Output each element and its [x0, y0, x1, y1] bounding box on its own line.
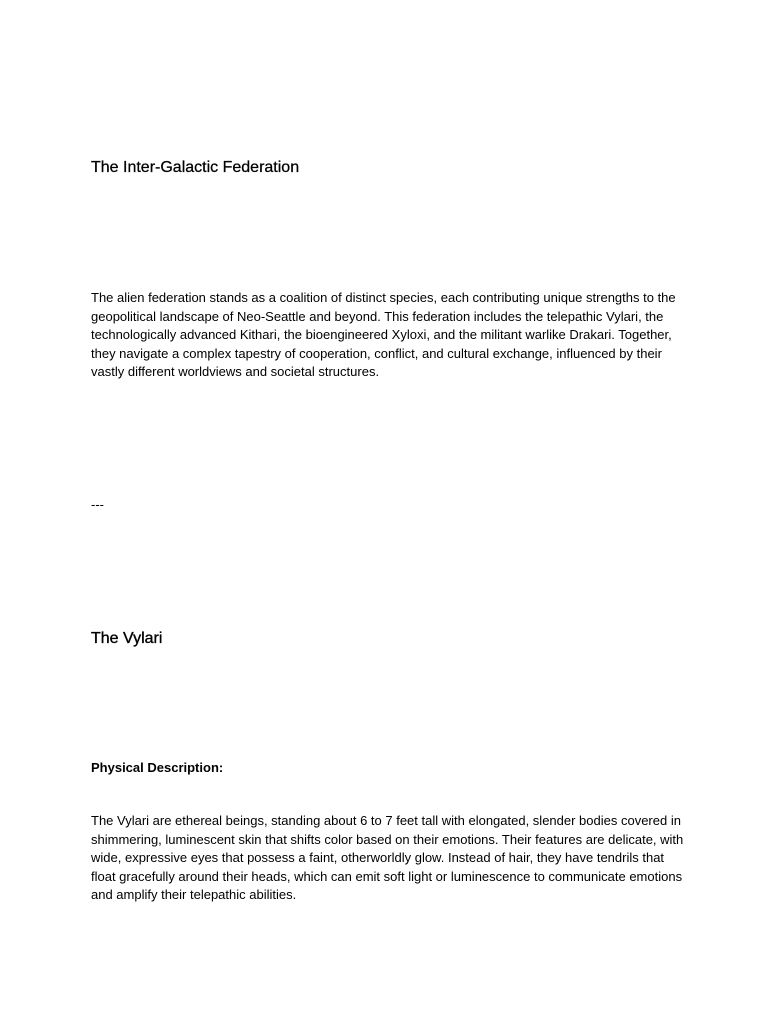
document-title: The Inter-Galactic Federation [91, 159, 300, 176]
section-paragraph: The Vylari are ethereal beings, standing about 6 to 7 feet tall with elongated, slender bodies covered in shimmering, luminescent skin that shifts color based on their emotions. Their features are delicate, with wide, expressive eyes that possess a faint, otherworldly glow. Instead of hair, they have tendrils that float gracefully around their heads, which can emit soft light or luminescence to communicate emotions and amplify their telepathic abilities. [91, 813, 684, 903]
section-subheading: Physical Description: [91, 760, 224, 775]
intro-paragraph: The alien federation stands as a coalition of distinct species, each contributing unique strengths to the geopolitical landscape of Neo-Seattle and beyond. This federation includes the telepathic Vylari, the technologically advanced Kithari, the bioengineered Xyloxi, and the militant warlike Drakari. Together, they navigate a complex tapestry of cooperation, conflict, and cultural exchange, influenced by their vastly different worldviews and societal structures. [91, 290, 676, 380]
section-heading: The Vylari [91, 630, 163, 647]
section-separator: --- [91, 497, 104, 512]
